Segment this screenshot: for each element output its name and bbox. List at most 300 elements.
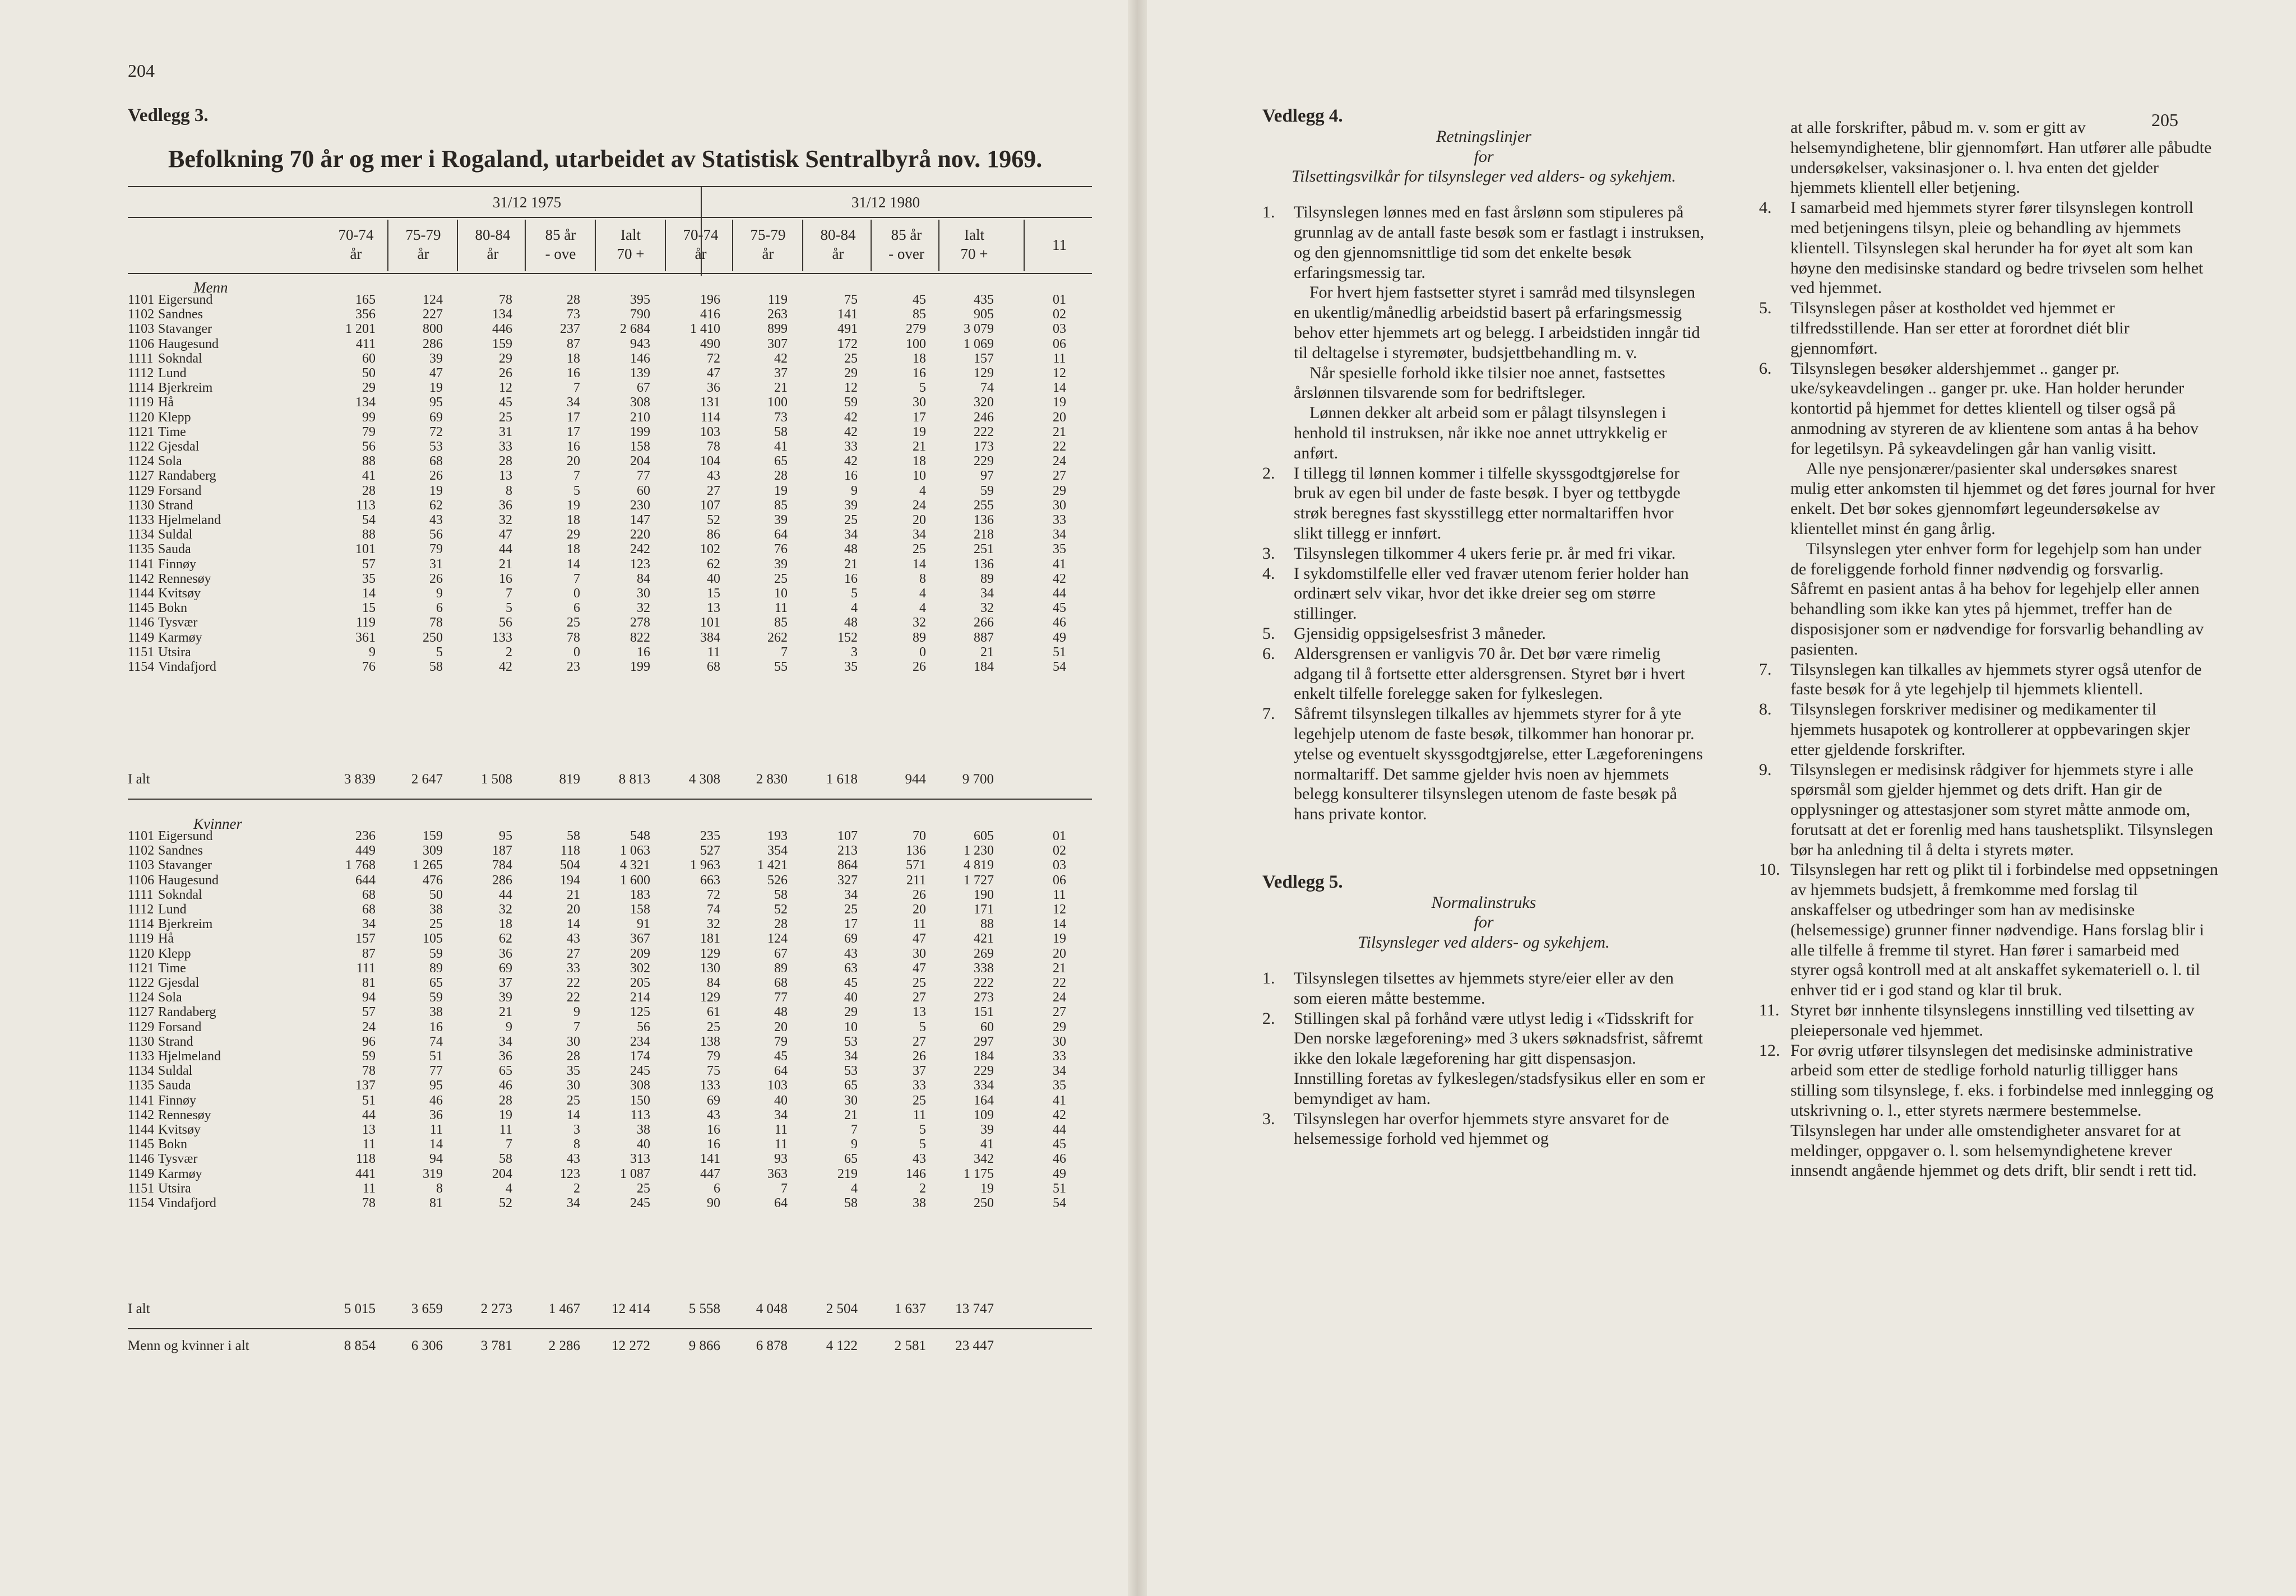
cell-value: 123 xyxy=(630,556,650,572)
cell-value: 214 xyxy=(630,990,650,1005)
cell-value: 384 xyxy=(700,630,720,645)
cell-value: 89 xyxy=(913,630,926,645)
cell-value: 38 xyxy=(429,1005,443,1020)
municipality-name: Vindafjord xyxy=(158,660,216,674)
cell-value: 61 xyxy=(707,1005,720,1020)
cell-value: 28 xyxy=(499,454,512,469)
total-value: 819 xyxy=(559,772,580,787)
cell-value: 43 xyxy=(567,1152,580,1167)
cell-value: 269 xyxy=(974,946,994,961)
cell-value: 39 xyxy=(774,556,788,572)
cell-value: 47 xyxy=(429,366,443,381)
cell-value: 77 xyxy=(637,468,650,484)
municipality-code: 1146 xyxy=(128,615,155,630)
cell-value: 16 xyxy=(913,366,926,381)
cell-value: 45 xyxy=(499,395,512,410)
cell-value: 62 xyxy=(707,556,720,572)
cell-value: 99 xyxy=(362,410,376,425)
cell-value: 50 xyxy=(362,366,376,381)
municipality-name: Karmøy xyxy=(158,1166,202,1181)
cell-value: 40 xyxy=(774,1093,788,1108)
cell-value: 230 xyxy=(630,498,650,513)
cell-value: 100 xyxy=(906,336,926,351)
cell-value: 88 xyxy=(980,917,994,932)
municipality-name: Tysvær xyxy=(158,615,198,630)
v5-item-12: 12. For øvrig utfører tilsynslegen det medisinske administrative arbeid som etter de stedlige forhold naturlig tilligger hans stilling som tilsynslege, f. eks. i forbindelse med innlegging og utskrivning o. l., etter styrets nærmere bestemmelse. Tilsynslegen har under alle omstendigheter ansvaret for at meldinger, oppgaver o. l. som helsemyndighetene krever innsendt angående hjemmet og dets drift, blir sendt i rett tid. xyxy=(1759,1041,2214,1180)
cell-value: 307 xyxy=(767,336,788,351)
cell-value: 43 xyxy=(707,1107,720,1122)
cell-value: 663 xyxy=(700,873,720,888)
column-divider xyxy=(525,220,526,271)
total-value: 5 015 xyxy=(344,1301,376,1316)
cell-value: 255 xyxy=(974,498,994,513)
cell-value: 06 xyxy=(1053,336,1066,351)
cell-value: 490 xyxy=(700,336,720,351)
cell-value: 790 xyxy=(630,307,650,322)
cell-value: 504 xyxy=(560,858,580,873)
cell-value: 62 xyxy=(499,931,512,947)
cell-value: 7 xyxy=(506,1137,512,1152)
cell-value: 86 xyxy=(707,527,720,542)
cell-value: 29 xyxy=(1053,1019,1066,1034)
cell-value: 60 xyxy=(637,483,650,498)
period-1980: 31/12 1980 xyxy=(851,194,920,211)
cell-value: 02 xyxy=(1053,843,1066,859)
municipality-name: Sokndal xyxy=(158,887,202,902)
cell-value: 114 xyxy=(700,410,720,425)
cell-value: 34 xyxy=(567,395,580,410)
cell-value: 34 xyxy=(980,586,994,601)
cell-value: 30 xyxy=(1053,1034,1066,1049)
cell-value: 137 xyxy=(355,1078,376,1093)
v4-item-1: 1. Tilsynslegen lønnes med en fast årslønn som stipuleres på grunnlag av de antall faste besøk som er fastlagt i instruksen, og den gjennomsnittlige tid som det enkelte besøk erfaringsmessig tar. xyxy=(1262,203,1705,282)
table-row xyxy=(128,513,1092,527)
cell-value: 235 xyxy=(700,829,720,843)
cell-value: 53 xyxy=(429,439,443,454)
cell-value: 70 xyxy=(913,829,926,843)
cell-value: 103 xyxy=(767,1078,788,1093)
cell-value: 59 xyxy=(362,1049,376,1064)
cell-value: 12 xyxy=(1053,366,1066,381)
v4-subtitle-3: Tilsettingsvilkår for tilsynsleger ved alders- og sykehjem. xyxy=(1292,167,1676,186)
cell-value: 14 xyxy=(1053,917,1066,932)
table-row xyxy=(128,484,1092,498)
cell-value: 184 xyxy=(974,1049,994,1064)
v5-subtitle-1: Normalinstruks xyxy=(1431,893,1536,912)
municipality-name: Klepp xyxy=(158,946,191,961)
cell-value: 37 xyxy=(774,366,788,381)
table-title: Befolkning 70 år og mer i Rogaland, utarbeidet av Statistisk Sentralbyrå nov. 1969. xyxy=(168,145,1043,173)
table-row xyxy=(128,337,1092,351)
cell-value: 1 727 xyxy=(964,873,994,888)
cell-value: 309 xyxy=(423,843,443,859)
cell-value: 03 xyxy=(1053,858,1066,873)
total-value: 2 273 xyxy=(480,1301,512,1316)
municipality-name: Sola xyxy=(158,454,182,469)
cell-value: 9 xyxy=(851,483,858,498)
municipality-name: Haugesund xyxy=(158,873,219,888)
cell-value: 57 xyxy=(362,556,376,572)
cell-value: 30 xyxy=(913,395,926,410)
cell-value: 68 xyxy=(362,902,376,917)
cell-value: 152 xyxy=(837,630,858,645)
cell-value: 29 xyxy=(362,381,376,396)
cell-value: 6 xyxy=(436,601,443,616)
cell-value: 111 xyxy=(356,961,376,976)
total-label: I alt xyxy=(128,772,150,787)
municipality-name: Rennesøy xyxy=(158,1107,211,1122)
municipality-code: 1119 xyxy=(128,395,154,410)
cell-value: 273 xyxy=(974,990,994,1005)
cell-value: 174 xyxy=(630,1049,650,1064)
cell-value: 4 xyxy=(919,586,926,601)
cell-value: 69 xyxy=(429,410,443,425)
cell-value: 129 xyxy=(700,946,720,961)
cell-value: 30 xyxy=(567,1034,580,1049)
municipality-code: 1102 xyxy=(128,307,155,322)
cell-value: 78 xyxy=(429,615,443,630)
municipality-code: 1145 xyxy=(128,1137,155,1152)
cell-value: 65 xyxy=(774,454,788,469)
cell-value: 9 xyxy=(369,644,376,660)
cell-value: 605 xyxy=(974,829,994,843)
cell-value: 38 xyxy=(429,902,443,917)
cell-value: 38 xyxy=(913,1196,926,1210)
municipality-code: 1142 xyxy=(128,1107,155,1122)
cell-value: 40 xyxy=(637,1137,650,1152)
cell-value: 17 xyxy=(913,410,926,425)
cell-value: 21 xyxy=(844,556,858,572)
cell-value: 338 xyxy=(974,961,994,976)
cell-value: 245 xyxy=(630,1196,650,1210)
cell-value: 251 xyxy=(974,542,994,557)
cell-value: 39 xyxy=(980,1122,994,1137)
table-row xyxy=(128,990,1092,1005)
cell-value: 416 xyxy=(700,307,720,322)
cell-value: 25 xyxy=(844,902,858,917)
cell-value: 864 xyxy=(837,858,858,873)
cell-value: 77 xyxy=(774,990,788,1005)
cell-value: 74 xyxy=(429,1034,443,1049)
cell-value: 119 xyxy=(767,293,788,307)
cell-value: 26 xyxy=(913,660,926,674)
cell-value: 67 xyxy=(774,946,788,961)
total-value: 2 504 xyxy=(826,1301,858,1316)
column-header: 85 år - over xyxy=(888,226,924,262)
cell-value: 22 xyxy=(1053,439,1066,454)
cell-value: 279 xyxy=(906,322,926,337)
table-row xyxy=(128,630,1092,645)
cell-value: 367 xyxy=(630,931,650,947)
left-page xyxy=(0,0,1137,1596)
table-row xyxy=(128,888,1092,902)
table-row xyxy=(128,843,1092,858)
cell-value: 21 xyxy=(1053,424,1066,439)
municipality-code: 1127 xyxy=(128,1005,155,1020)
cell-value: 39 xyxy=(774,513,788,527)
municipality-name: Bjerkreim xyxy=(158,381,213,396)
cell-value: 45 xyxy=(774,1049,788,1064)
cell-value: 58 xyxy=(499,1152,512,1167)
municipality-code: 1103 xyxy=(128,322,155,337)
cell-value: 33 xyxy=(499,439,512,454)
cell-value: 20 xyxy=(1053,410,1066,425)
total-value: 4 048 xyxy=(756,1301,788,1316)
table-row xyxy=(128,1005,1092,1019)
cell-value: 11 xyxy=(429,1122,443,1137)
cell-value: 16 xyxy=(844,468,858,484)
cell-value: 60 xyxy=(980,1019,994,1034)
cell-value: 25 xyxy=(637,1181,650,1196)
cell-value: 12 xyxy=(499,381,512,396)
cell-value: 39 xyxy=(429,351,443,366)
cell-value: 9 xyxy=(851,1137,858,1152)
municipality-code: 1101 xyxy=(128,293,155,307)
cell-value: 236 xyxy=(355,829,376,843)
total-value: 6 306 xyxy=(411,1338,443,1353)
cell-value: 136 xyxy=(906,843,926,859)
cell-value: 97 xyxy=(980,468,994,484)
cell-value: 36 xyxy=(707,381,720,396)
cell-value: 134 xyxy=(355,395,376,410)
total-value: 1 618 xyxy=(826,772,858,787)
cell-value: 52 xyxy=(707,513,720,527)
cell-value: 68 xyxy=(362,887,376,902)
cell-value: 33 xyxy=(567,961,580,976)
table-row xyxy=(128,931,1092,946)
cell-value: 9 xyxy=(573,1005,580,1020)
cell-value: 48 xyxy=(844,615,858,630)
cell-value: 320 xyxy=(974,395,994,410)
cell-value: 25 xyxy=(499,410,512,425)
cell-value: 46 xyxy=(499,1078,512,1093)
cell-value: 17 xyxy=(567,424,580,439)
cell-value: 209 xyxy=(630,946,650,961)
cell-value: 33 xyxy=(1053,513,1066,527)
column-divider xyxy=(871,220,872,271)
cell-value: 75 xyxy=(844,293,858,307)
cell-value: 446 xyxy=(492,322,512,337)
cell-value: 20 xyxy=(1053,946,1066,961)
municipality-code: 1145 xyxy=(128,601,155,616)
cell-value: 65 xyxy=(844,1152,858,1167)
cell-value: 65 xyxy=(429,976,443,990)
cell-value: 36 xyxy=(499,498,512,513)
cell-value: 77 xyxy=(429,1064,443,1079)
total-value: 4 122 xyxy=(826,1338,858,1353)
municipality-code: 1135 xyxy=(128,1078,155,1093)
total-value: 2 286 xyxy=(548,1338,580,1353)
cell-value: 11 xyxy=(913,1107,926,1122)
cell-value: 17 xyxy=(567,410,580,425)
total-value: 12 414 xyxy=(612,1301,650,1316)
cell-value: 7 xyxy=(781,1181,788,1196)
municipality-name: Hjelmeland xyxy=(158,1049,221,1064)
cell-value: 0 xyxy=(573,644,580,660)
cell-value: 88 xyxy=(362,454,376,469)
cell-value: 319 xyxy=(423,1166,443,1181)
cell-value: 22 xyxy=(1053,976,1066,990)
cell-value: 59 xyxy=(429,990,443,1005)
cell-value: 158 xyxy=(630,439,650,454)
cell-value: 205 xyxy=(630,976,650,990)
cell-value: 242 xyxy=(630,542,650,557)
cell-value: 35 xyxy=(362,571,376,586)
total-value: 9 700 xyxy=(962,772,994,787)
table-row xyxy=(128,381,1092,395)
cell-value: 31 xyxy=(429,556,443,572)
cell-value: 43 xyxy=(429,513,443,527)
cell-value: 30 xyxy=(567,1078,580,1093)
municipality-code: 1106 xyxy=(128,873,155,888)
municipality-name: Stavanger xyxy=(158,322,212,337)
cell-value: 7 xyxy=(573,381,580,396)
cell-value: 136 xyxy=(974,513,994,527)
municipality-name: Utsira xyxy=(158,1181,191,1196)
cell-value: 78 xyxy=(362,1196,376,1210)
table-row xyxy=(128,307,1092,322)
table-row xyxy=(128,527,1092,542)
column-header: 75-79 år xyxy=(750,226,786,262)
total-value: 1 467 xyxy=(548,1301,580,1316)
table-row xyxy=(128,557,1092,572)
municipality-name: Rennesøy xyxy=(158,571,211,586)
v4-subtitle-1: Retningslinjer xyxy=(1436,127,1531,146)
cell-value: 129 xyxy=(700,990,720,1005)
table-row xyxy=(128,1093,1092,1108)
cell-value: 27 xyxy=(913,1034,926,1049)
cell-value: 6 xyxy=(714,1181,720,1196)
cell-value: 150 xyxy=(630,1093,650,1108)
column-divider xyxy=(457,220,458,271)
cell-value: 363 xyxy=(767,1166,788,1181)
cell-value: 51 xyxy=(1053,1181,1066,1196)
cell-value: 58 xyxy=(774,424,788,439)
cell-value: 29 xyxy=(499,351,512,366)
table-row xyxy=(128,366,1092,381)
cell-value: 4 xyxy=(851,1181,858,1196)
cell-value: 1 201 xyxy=(345,322,376,337)
total-value: 3 839 xyxy=(344,772,376,787)
cell-value: 02 xyxy=(1053,307,1066,322)
municipality-name: Gjesdal xyxy=(158,439,200,454)
cell-value: 91 xyxy=(637,917,650,932)
cell-value: 78 xyxy=(567,630,580,645)
cell-value: 28 xyxy=(567,1049,580,1064)
cell-value: 79 xyxy=(707,1049,720,1064)
cell-value: 103 xyxy=(700,424,720,439)
cell-value: 95 xyxy=(499,829,512,843)
cell-value: 88 xyxy=(362,527,376,542)
cell-value: 73 xyxy=(567,307,580,322)
municipality-code: 1129 xyxy=(128,483,155,498)
cell-value: 81 xyxy=(429,1196,443,1210)
table-row xyxy=(128,1122,1092,1137)
cell-value: 01 xyxy=(1053,829,1066,843)
cell-value: 11 xyxy=(707,644,720,660)
cell-value: 75 xyxy=(707,1064,720,1079)
vedlegg-3-heading: Vedlegg 3. xyxy=(128,105,209,126)
cell-value: 76 xyxy=(362,660,376,674)
v5-item-2: 2. Stillingen skal på forhånd være utlyst ledig i «Tidsskrift for Den norske lægeforening» med 3 ukers søknadsfrist, såfremt ikke den lokale lægeforening har gitt dispensasjon. Innstilling foretas av fylkeslegen/stadsfysikus eller en som er bemyndiget av ham. xyxy=(1262,1009,1705,1108)
cell-value: 64 xyxy=(774,1064,788,1079)
men-total-row xyxy=(128,772,1092,788)
cell-value: 42 xyxy=(774,351,788,366)
cell-value: 21 xyxy=(567,887,580,902)
cell-value: 899 xyxy=(767,322,788,337)
cell-value: 130 xyxy=(700,961,720,976)
grand-total-row xyxy=(128,1338,1092,1355)
cell-value: 42 xyxy=(844,454,858,469)
cell-value: 4 xyxy=(506,1181,512,1196)
municipality-code: 1111 xyxy=(128,887,154,902)
cell-value: 227 xyxy=(423,307,443,322)
cell-value: 229 xyxy=(974,1064,994,1079)
cell-value: 44 xyxy=(1053,586,1066,601)
table-row xyxy=(128,410,1092,425)
total-value: 3 659 xyxy=(411,1301,443,1316)
cell-value: 25 xyxy=(774,571,788,586)
cell-value: 84 xyxy=(637,571,650,586)
column-header: 75-79 år xyxy=(405,226,441,262)
cell-value: 0 xyxy=(573,586,580,601)
cell-value: 32 xyxy=(637,601,650,616)
cell-value: 644 xyxy=(355,873,376,888)
cell-value: 25 xyxy=(429,917,443,932)
table-row xyxy=(128,498,1092,513)
cell-value: 32 xyxy=(980,601,994,616)
cell-value: 44 xyxy=(499,887,512,902)
cell-value: 308 xyxy=(630,1078,650,1093)
cell-value: 204 xyxy=(630,454,650,469)
cell-value: 124 xyxy=(767,931,788,947)
cell-value: 342 xyxy=(974,1152,994,1167)
cell-value: 8 xyxy=(506,483,512,498)
cell-value: 13 xyxy=(707,601,720,616)
cell-value: 25 xyxy=(567,615,580,630)
v4-item-4: 4. I sykdomstilfelle eller ved fravær utenom ferier holder han ordinært selv vikar, hvor det ikke dreier seg om større stillinger. xyxy=(1262,564,1689,623)
cell-value: 411 xyxy=(355,336,376,351)
cell-value: 19 xyxy=(499,1107,512,1122)
cell-value: 1 963 xyxy=(690,858,720,873)
cell-value: 101 xyxy=(700,615,720,630)
cell-value: 18 xyxy=(567,351,580,366)
cell-value: 27 xyxy=(567,946,580,961)
cell-value: 10 xyxy=(913,468,926,484)
cell-value: 42 xyxy=(1053,571,1066,586)
table-row xyxy=(128,1152,1092,1166)
cell-value: 0 xyxy=(919,644,926,660)
table-row xyxy=(128,293,1092,307)
municipality-code: 1144 xyxy=(128,586,155,601)
v5-item-6c: Tilsynslegen yter enhver form for legehjelp som han under de foreliggende forhold finner nødvendig og forsvarlig. Såfremt en pasient antas å ha behov for legehjelp eller annen behandling som ikke kan ytes på hjemmet, treffer han de disposisjoner som er nødvendige for forsvarlig behandling av pasienten. xyxy=(1790,539,2204,658)
municipality-code: 1120 xyxy=(128,410,155,425)
cell-value: 146 xyxy=(630,351,650,366)
cell-value: 184 xyxy=(974,660,994,674)
cell-value: 21 xyxy=(499,556,512,572)
cell-value: 447 xyxy=(700,1166,720,1181)
cell-value: 29 xyxy=(844,1005,858,1020)
cell-value: 286 xyxy=(492,873,512,888)
cell-value: 58 xyxy=(567,829,580,843)
cell-value: 34 xyxy=(774,1107,788,1122)
cell-value: 181 xyxy=(700,931,720,947)
cell-value: 5 xyxy=(573,483,580,498)
cell-value: 286 xyxy=(423,336,443,351)
period-1975: 31/12 1975 xyxy=(492,194,562,211)
cell-value: 84 xyxy=(707,976,720,990)
cell-value: 20 xyxy=(567,454,580,469)
